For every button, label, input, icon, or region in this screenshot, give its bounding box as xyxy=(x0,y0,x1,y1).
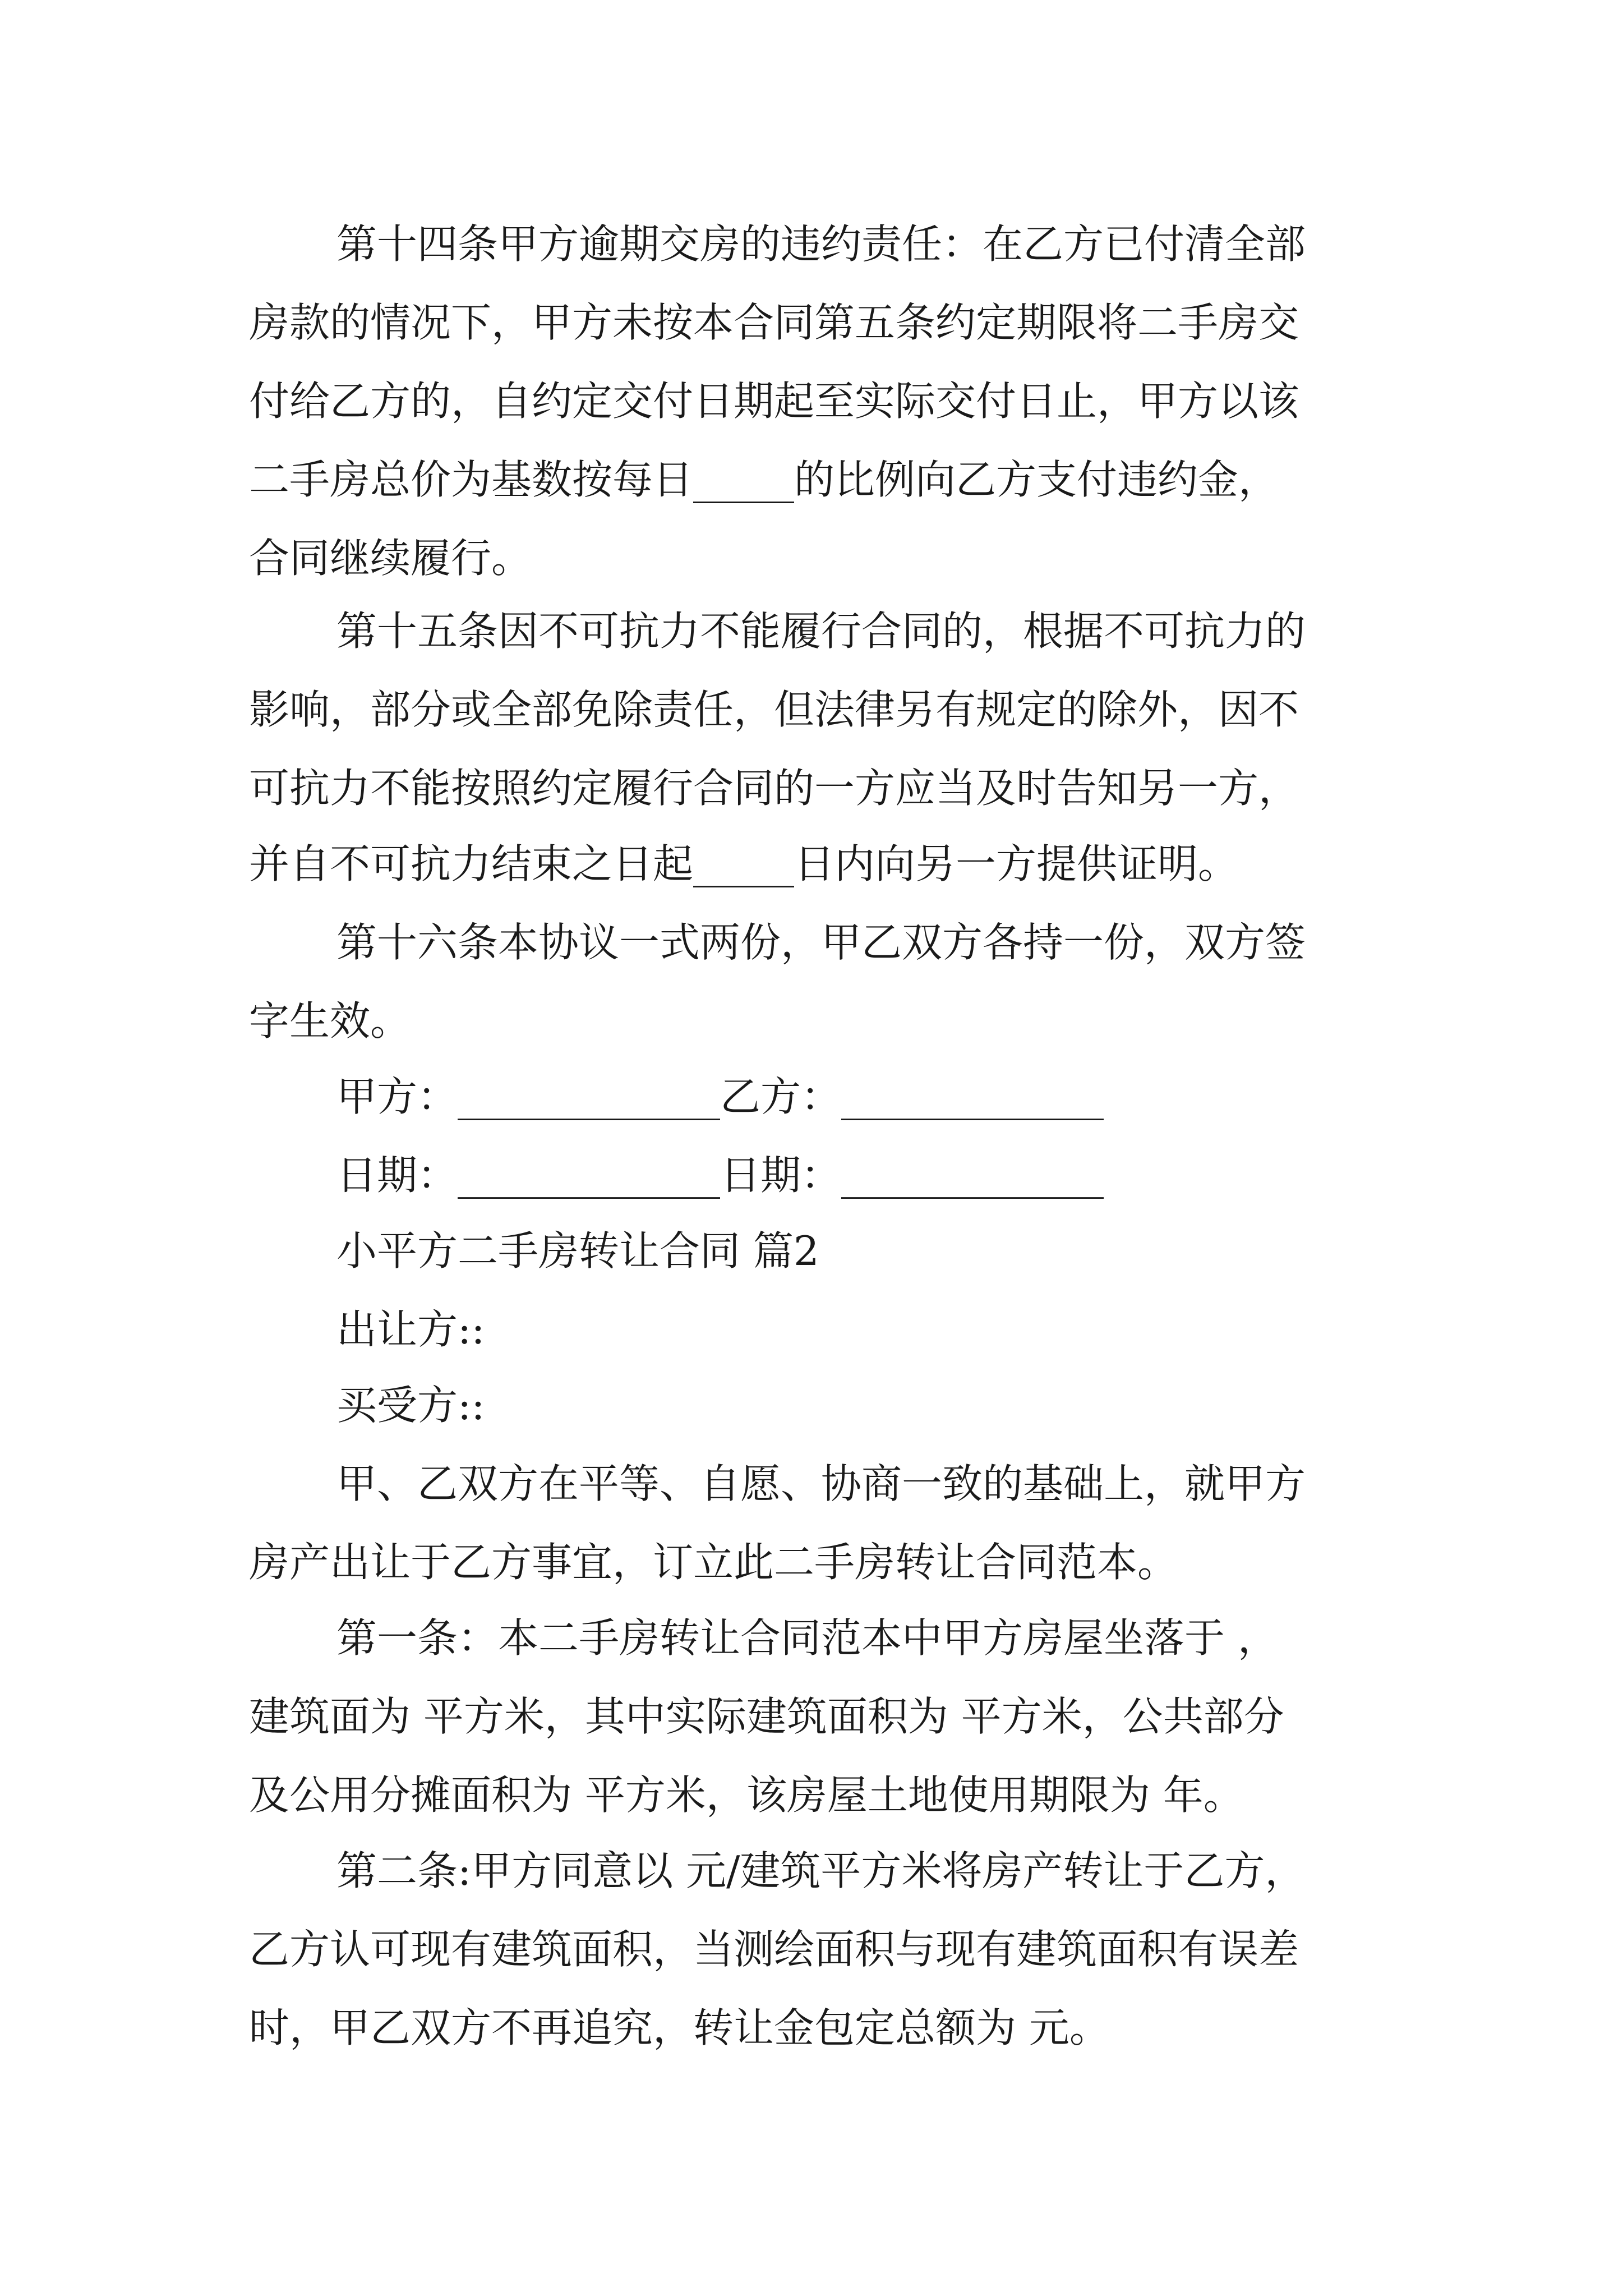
text-line: 可抗力不能按照约定履行合同的一方应当及时告知另一方， xyxy=(249,765,1299,812)
text-line: 合同继续履行。 xyxy=(249,535,532,582)
text-line: 二手房总价为基数按每日_____的比例向乙方支付违约金， xyxy=(249,456,1279,503)
text-line: 第十四条甲方逾期交房的违约责任：在乙方已付清全部 xyxy=(336,220,1306,268)
transferee-line: 买受方:: xyxy=(336,1382,485,1429)
text-line: 第十五条因不可抗力不能履行合同的，根据不可抗力的 xyxy=(336,608,1306,655)
transferor-line: 出让方:: xyxy=(336,1306,485,1353)
text-line: 第二条:甲方同意以 元/建筑平方米将房产转让于乙方， xyxy=(336,1847,1306,1894)
text-line: 第十六条本协议一式两份，甲乙双方各持一份，双方签 xyxy=(336,919,1306,966)
text-line: 乙方认可现有建筑面积，当测绘面积与现有建筑面积有误差 xyxy=(249,1926,1299,1973)
text-line: 及公用分摊面积为 平方米，该房屋土地使用期限为 年。 xyxy=(249,1772,1244,1819)
text-line: 甲、乙双方在平等、自愿、协商一致的基础上，就甲方 xyxy=(336,1460,1306,1507)
text-line: 付给乙方的，自约定交付日期起至实际交付日止，甲方以该 xyxy=(249,378,1299,425)
text-line: 字生效。 xyxy=(249,997,411,1045)
text-line: 时，甲乙双方不再追究，转让金包定总额为 元。 xyxy=(249,2004,1110,2051)
text-line: 房产出让于乙方事宜，订立此二手房转让合同范本。 xyxy=(249,1539,1178,1586)
text-line: 第一条：本二手房转让合同范本中甲方房屋坐落于 ， xyxy=(336,1614,1278,1662)
text-line: 影响，部分或全部免除责任，但法律另有规定的除外，因不 xyxy=(249,686,1299,733)
text-line: 房款的情况下，甲方未按本合同第五条约定期限将二手房交 xyxy=(249,299,1299,346)
signature-line-parties: 甲方：_____________乙方：_____________ xyxy=(336,1073,1104,1120)
text-line: 建筑面为 平方米，其中实际建筑面积为 平方米，公共部分 xyxy=(249,1693,1284,1740)
section-heading: 小平方二手房转让合同 篇2 xyxy=(336,1227,819,1274)
signature-line-dates: 日期：_____________日期：_____________ xyxy=(336,1152,1104,1199)
text-line: 并自不可抗力结束之日起_____日内向另一方提供证明。 xyxy=(249,840,1239,887)
